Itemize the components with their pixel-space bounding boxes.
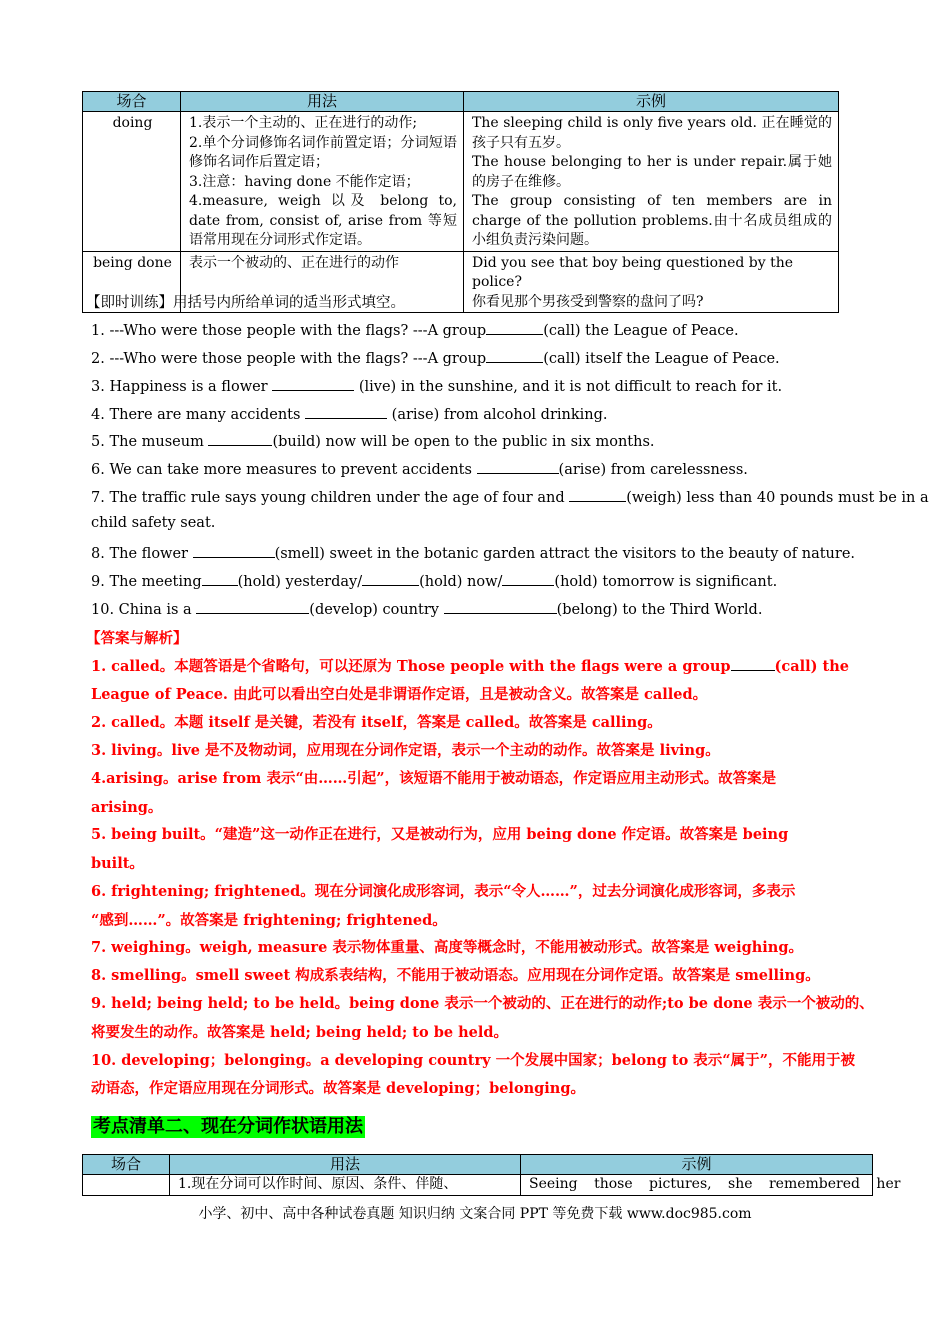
answer-8: 8. smelling。smell sweet 构成系表结构，不能用于被动语态。应用现在分词作定语。故答案是 smelling。 <box>91 967 820 984</box>
answer-blank <box>731 656 775 671</box>
answer-blank[interactable] <box>486 348 543 363</box>
usage-cell <box>181 112 464 252</box>
answer-text: (call) the <box>774 658 849 675</box>
usage-cell: 表示一个被动的、正在进行的动作 <box>181 251 464 313</box>
case-cell: being done <box>83 251 181 313</box>
usage-cell: 1.现在分词可以作时间、原因、条件、伴随、 <box>170 1175 521 1196</box>
q-text: 4. There are many accidents <box>91 407 306 423</box>
q-text: 2. ---Who were those people with the flags? ---A group <box>91 351 487 367</box>
q-text: (hold) tomorrow is significant. <box>554 574 778 590</box>
case-cell <box>83 1175 170 1196</box>
answer-5: 5. being built。“建造”这一动作正在进行，又是被动行为，应用 being done 作定语。故答案是 being <box>91 826 789 843</box>
answer-7: 7. weighing。weigh, measure 表示物体重量、高度等概念时，不能用被动形式。故答案是 weighing。 <box>91 939 803 956</box>
question-1 <box>91 320 739 339</box>
answer-4-continued: arising。 <box>91 799 163 816</box>
header-usage: 用法 <box>181 92 464 112</box>
header-example: 示例 <box>521 1155 873 1175</box>
answer-blank[interactable] <box>202 571 238 586</box>
q-text: (live) in the sunshine, and it is not difficult to reach for it. <box>354 379 783 395</box>
answer-1-continued: League of Peace. 由此可以看出空白处是非谓语作定语，且是被动含义。故答案是 called。 <box>91 686 708 703</box>
answer-6-continued: “感到……”。故答案是 frightening; frightened。 <box>91 912 447 929</box>
example-line: 你看见那个男孩受到警察的盘问了吗? <box>472 293 704 310</box>
question-3 <box>91 376 782 395</box>
example-cell <box>464 112 839 252</box>
table-row <box>83 1175 873 1196</box>
answer-text: 1. called。本题答语是个省略句，可以还原为 Those people with the flags were a group <box>91 658 731 675</box>
question-4 <box>91 404 608 423</box>
answer-6: 6. frightening; frightened。现在分词演化成形容词，表示“令人……”，过去分词演化成形容词，多表示 <box>91 883 796 900</box>
example-line: Did you see that boy being questioned by the police? <box>472 254 794 290</box>
question-7-continued: child safety seat. <box>91 515 216 531</box>
q-text: (hold) now <box>419 574 498 590</box>
q-text: 3. Happiness is a flower <box>91 379 273 395</box>
q-text: (call) itself the League of Peace. <box>543 351 780 367</box>
table-header-row <box>83 1155 873 1175</box>
example-line: The sleeping child is only five years old. 正在睡觉的孩子只有五岁。 <box>472 115 832 151</box>
answer-9: 9. held; being held; to be held。being done 表示一个被动的、正在进行的动作;to be done 表示一个被动的、 <box>91 995 874 1012</box>
question-7 <box>91 487 929 506</box>
q-text: (develop) country <box>309 602 444 618</box>
q-text: 1. ---Who were those people with the flags? ---A group <box>91 323 487 339</box>
slash: / <box>357 574 363 590</box>
usage-line: 1.表示一个主动的、正在进行的动作; <box>189 115 418 131</box>
usage-line: 2.单个分词修饰名词作前置定语；分词短语修饰名词作后置定语； <box>189 134 457 170</box>
header-example: 示例 <box>464 92 839 112</box>
question-8 <box>91 543 855 562</box>
header-case: 场合 <box>83 92 181 112</box>
table-header-row <box>83 92 839 112</box>
question-6 <box>91 459 748 478</box>
case-cell: doing <box>83 112 181 252</box>
answer-blank[interactable] <box>196 599 309 614</box>
slash: / <box>497 574 503 590</box>
example-line: The group consisting of ten members are in charge of the pollution problems.由十名成员组成的小组负责污染问题。 <box>472 193 832 248</box>
q-text: (call) the League of Peace. <box>543 323 739 339</box>
answer-blank[interactable] <box>569 487 626 502</box>
header-usage: 用法 <box>170 1155 521 1175</box>
answer-5-continued: built。 <box>91 855 144 872</box>
answer-blank[interactable] <box>362 571 419 586</box>
q-text: (smell) sweet in the botanic garden attract the visitors to the beauty of nature. <box>274 546 856 562</box>
q-text: 6. We can take more measures to prevent accidents <box>91 462 477 478</box>
q-text: (belong) to the Third World. <box>556 602 763 618</box>
participle-attributive-table <box>82 91 839 313</box>
example-cell <box>464 251 839 313</box>
header-case: 场合 <box>83 1155 170 1175</box>
question-9 <box>91 571 777 590</box>
q-text: 10. China is a <box>91 602 197 618</box>
participle-adverbial-table <box>82 1154 901 1196</box>
table-row <box>83 112 839 252</box>
exercise-title: 【即时训练】用括号内所给单词的适当形式填空。 <box>86 295 405 311</box>
q-text: (build) now will be open to the public in six months. <box>272 434 655 450</box>
usage-line: 4.measure, weigh 以及 belong to, date from, consist of, arise from 等短语常用现在分词形式作定语。 <box>189 193 457 248</box>
q-text: 7. The traffic rule says young children under the age of four and <box>91 490 570 506</box>
q-text: 8. The flower <box>91 546 193 562</box>
usage-line: 3.注意：having done 不能作定语； <box>189 173 420 190</box>
q-text: (weigh) less than 40 pounds must be in a <box>626 490 929 506</box>
example-cell: Seeing those pictures, she remembered her <box>521 1175 873 1196</box>
answer-10-continued: 动语态，作定语应用现在分词形式。故答案是 developing；belonging。 <box>91 1080 585 1097</box>
answer-blank[interactable] <box>444 599 557 614</box>
section-heading: 考点清单二、现在分词作状语用法 <box>93 1116 363 1137</box>
q-text: (arise) from carelessness. <box>558 462 748 478</box>
answer-2: 2. called。本题 itself 是关键，若没有 itself，答案是 called。故答案是 calling。 <box>91 714 662 731</box>
answer-blank[interactable] <box>486 320 543 335</box>
answers-title: 【答案与解析】 <box>86 630 188 647</box>
example-line: The house belonging to her is under repair.属于她的房子在维修。 <box>472 154 832 190</box>
q-text: 5. The museum <box>91 434 209 450</box>
question-10 <box>91 599 762 618</box>
answer-blank[interactable] <box>502 571 554 586</box>
q-text: (hold) yesterday <box>237 574 358 590</box>
answer-blank[interactable] <box>208 431 272 446</box>
q-text: (arise) from alcohol drinking. <box>387 407 608 423</box>
answer-1 <box>91 655 849 676</box>
answer-10: 10. developing；belonging。a developing country 一个发展中国家；belong to 表示“属于”，不能用于被 <box>91 1052 855 1069</box>
answer-4: 4.arising。arise from 表示“由……引起”，该短语不能用于被动语态，作定语应用主动形式。故答案是 <box>91 770 777 787</box>
q-text: 9. The meeting <box>91 574 202 590</box>
page-footer: 小学、初中、高中各种试卷真题 知识归纳 文案合同 PPT 等免费下载 www.doc985.com <box>198 1206 752 1222</box>
answer-9-continued: 将要发生的动作。故答案是 held; being held; to be held。 <box>91 1024 509 1041</box>
answer-blank[interactable] <box>477 459 559 474</box>
answer-blank[interactable] <box>272 376 354 391</box>
question-2 <box>91 348 780 367</box>
answer-3: 3. living。live 是不及物动词，应用现在分词作定语，表示一个主动的动作。故答案是 living。 <box>91 742 720 759</box>
answer-blank[interactable] <box>193 543 275 558</box>
answer-blank[interactable] <box>305 404 387 419</box>
question-5 <box>91 431 655 450</box>
